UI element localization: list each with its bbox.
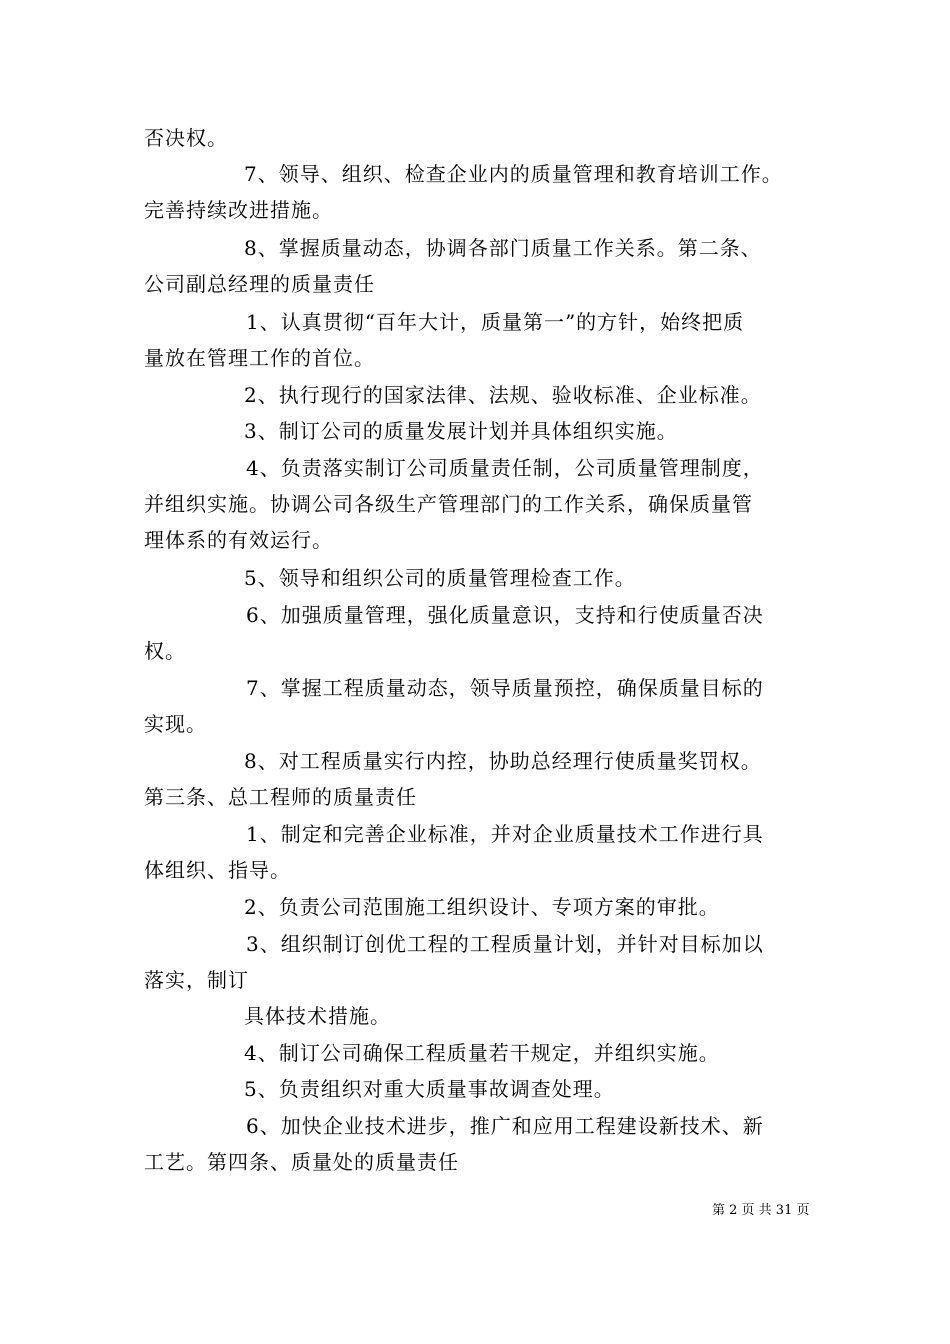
text-line: 6、加强质量管理，强化质量意识，支持和行使质量否决	[246, 603, 764, 627]
text-line: 1、认真贯彻“百年大计，质量第一”的方针，始终把质	[246, 310, 745, 334]
text-line: 并组织实施。协调公司各级生产管理部门的工作关系，确保质量管	[144, 492, 753, 516]
text-line: 完善持续改进措施。	[144, 198, 333, 222]
text-line: 4、负责落实制订公司质量责任制，公司质量管理制度，	[246, 456, 764, 480]
text-line: 具体技术措施。	[244, 1004, 391, 1028]
text-line: 否决权。	[144, 126, 228, 150]
text-line: 理体系的有效运行。	[144, 528, 333, 552]
text-line: 7、掌握工程质量动态，领导质量预控，确保质量目标的	[246, 676, 764, 700]
text-line: 8、对工程质量实行内控，协助总经理行使质量奖罚权。	[244, 749, 762, 773]
text-line: 工艺。第四条、质量处的质量责任	[144, 1150, 459, 1174]
text-line: 第三条、总工程师的质量责任	[144, 785, 417, 809]
text-line: 5、负责组织对重大质量事故调查处理。	[244, 1077, 615, 1101]
text-line: 实现。	[144, 712, 207, 736]
text-line: 3、组织制订创优工程的工程质量计划，并针对目标加以	[246, 932, 764, 956]
text-line: 量放在管理工作的首位。	[144, 346, 375, 370]
text-line: 8、掌握质量动态，协调各部门质量工作关系。第二条、	[244, 236, 762, 260]
text-line: 2、执行现行的国家法律、法规、验收标准、企业标准。	[244, 383, 762, 407]
text-line: 1、制定和完善企业标准，并对企业质量技术工作进行具	[246, 822, 764, 846]
text-line: 2、负责公司范围施工组织设计、专项方案的审批。	[244, 895, 720, 919]
text-line: 3、制订公司的质量发展计划并具体组织实施。	[244, 419, 678, 443]
text-line: 体组织、指导。	[144, 858, 291, 882]
text-line: 公司副总经理的质量责任	[144, 272, 375, 296]
text-line: 权。	[144, 639, 186, 663]
text-line: 落实，制订	[144, 968, 249, 992]
text-line: 6、加快企业技术进步，推广和应用工程建设新技术、新	[246, 1114, 764, 1138]
text-line: 7、领导、组织、检查企业内的质量管理和教育培训工作。	[244, 162, 783, 186]
page-number-footer: 第 2 页 共 31 页	[712, 1203, 810, 1218]
text-line: 5、领导和组织公司的质量管理检查工作。	[244, 566, 636, 590]
text-line: 4、制订公司确保工程质量若干规定，并组织实施。	[244, 1041, 720, 1065]
